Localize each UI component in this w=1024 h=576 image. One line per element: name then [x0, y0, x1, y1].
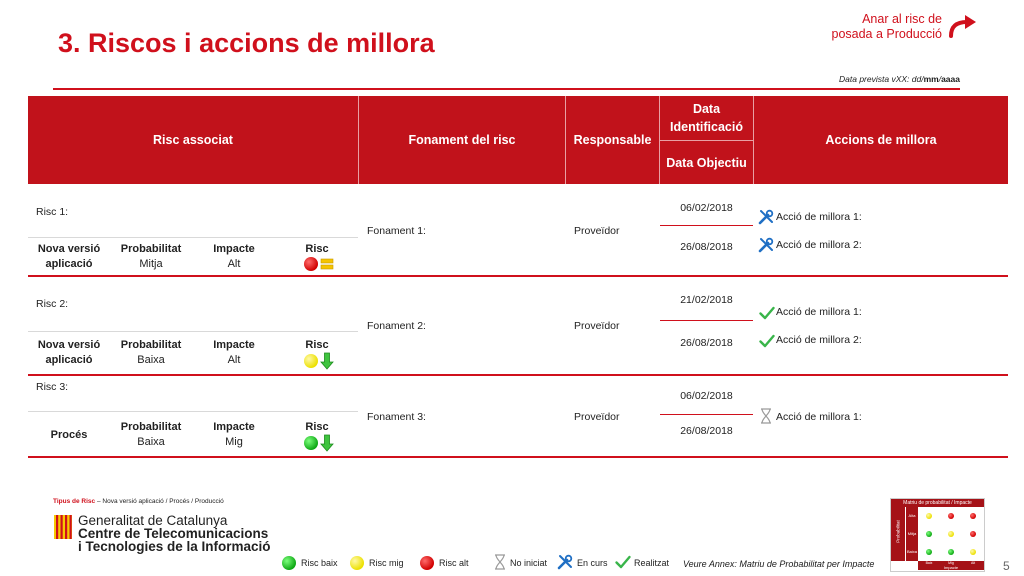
matrix-row-label: Mitja: [906, 525, 918, 543]
header-separator: [753, 96, 754, 184]
matrix-xlabel: Impacte: [918, 565, 984, 570]
legend-risc-baix: Risc baix: [301, 558, 338, 568]
col-header-fonament: Fonament del risc: [359, 96, 565, 184]
risc-alt-indicator: [304, 257, 318, 271]
responsable-text: Proveïdor: [574, 225, 620, 237]
risc-baix-indicator: [304, 436, 318, 450]
date-divider: [660, 225, 753, 226]
impacte-cell: Impacte Mig: [213, 421, 255, 448]
header-separator: [565, 96, 566, 184]
row-inner-divider: [28, 331, 358, 332]
col-header-accions: Accions de millora: [754, 96, 1008, 184]
impacte-cell: Impacte Alt: [213, 243, 255, 270]
risc-type: Nova versió aplicació: [37, 339, 101, 366]
data-objectiu: 26/08/2018: [680, 337, 733, 349]
matrix-row-label: Alta: [906, 507, 918, 525]
en-curs-tools-icon: [758, 237, 774, 253]
trend-equal-icon: [320, 257, 334, 271]
header-separator: [659, 96, 660, 184]
risc-label: Risc 2:: [36, 298, 69, 310]
accio-millora: Acció de millora 1:: [776, 411, 862, 423]
fonament-text: Fonament 3:: [367, 411, 426, 423]
fonament-text: Fonament 2:: [367, 320, 426, 332]
legend-realitzat: Realitzat: [634, 558, 670, 568]
row-inner-divider: [28, 411, 358, 412]
planned-date-note: Data prevista vXX: dd/mm/aaaa: [839, 74, 960, 84]
responsable-text: Proveïdor: [574, 411, 620, 423]
data-identificacio: 06/02/2018: [680, 202, 733, 214]
matrix-dot: [926, 531, 932, 537]
realitzat-check-icon: [759, 306, 775, 320]
legend-risc-alt-icon: [420, 556, 434, 570]
accio-millora: Acció de millora 2:: [776, 239, 862, 251]
trend-down-arrow-icon: [320, 352, 334, 370]
row-separator: [28, 456, 1008, 458]
matrix-dot: [948, 549, 954, 555]
title-divider: [53, 88, 960, 90]
matrix-dot: [948, 531, 954, 537]
accio-millora: Acció de millora 1:: [776, 211, 862, 223]
data-objectiu: 26/08/2018: [680, 241, 733, 253]
risc-level-label: Risc: [305, 243, 329, 255]
row-separator: [28, 374, 1008, 376]
legend-risc-alt: Risc alt: [439, 558, 469, 568]
col-header-risc: Risc associat: [28, 96, 358, 184]
risc-mig-indicator: [304, 354, 318, 368]
legend-tools-icon: [557, 554, 573, 570]
risc-label: Risc 3:: [36, 381, 69, 393]
matrix-row-label: Baixa: [906, 543, 918, 561]
matrix-dot: [970, 531, 976, 537]
row-separator: [28, 275, 1008, 277]
matrix-y-axis: [891, 507, 905, 561]
accio-millora: Acció de millora 1:: [776, 306, 862, 318]
realitzat-check-icon: [759, 334, 775, 348]
probabilitat-cell: Probabilitat Baixa: [120, 421, 182, 448]
col-header-data-identificacio: Data Identificació: [660, 96, 753, 140]
data-identificacio: 21/02/2018: [680, 294, 733, 306]
legend-check-icon: [614, 555, 632, 569]
goto-production-risk-link[interactable]: Anar al risc de posada a Producció: [831, 12, 942, 41]
trend-down-arrow-icon: [320, 434, 334, 452]
date-divider: [660, 414, 753, 415]
matrix-dot: [926, 549, 932, 555]
date-divider: [660, 320, 753, 321]
matrix-dot: [948, 513, 954, 519]
probabilitat-cell: Probabilitat Baixa: [120, 339, 182, 366]
risc-type: Procés: [50, 429, 88, 441]
risk-types-note: Tipus de Risc – Nova versió aplicació / Procés / Producció: [53, 498, 224, 505]
legend-risc-baix-icon: [282, 556, 296, 570]
curved-arrow-icon[interactable]: [947, 14, 979, 40]
risc-type: Nova versió aplicació: [37, 243, 101, 270]
responsable-text: Proveïdor: [574, 320, 620, 332]
en-curs-tools-icon: [758, 209, 774, 225]
risc-level-label: Risc: [305, 421, 329, 433]
matrix-ylabel: Probabilitat: [895, 520, 901, 543]
legend-risc-mig: Risc mig: [369, 558, 404, 568]
page-number: 5: [1003, 559, 1010, 573]
probability-impact-matrix: [890, 498, 985, 572]
col-header-responsable: Responsable: [566, 96, 659, 184]
impacte-cell: Impacte Alt: [213, 339, 255, 366]
no-iniciat-hourglass-icon: [760, 408, 772, 424]
legend-hourglass-icon: [494, 554, 506, 570]
row-inner-divider: [28, 237, 358, 238]
page-title: 3. Riscos i accions de millora: [58, 28, 435, 58]
gencat-logo-icon: [53, 514, 73, 540]
matrix-col-labels: Baix Mig Alt: [918, 561, 984, 565]
risc-level-label: Risc: [305, 339, 329, 351]
data-objectiu: 26/08/2018: [680, 425, 733, 437]
probabilitat-cell: Probabilitat Mitja: [120, 243, 182, 270]
risc-label: Risc 1:: [36, 206, 69, 218]
legend-en-curs: En curs: [577, 558, 608, 568]
matrix-dot: [970, 513, 976, 519]
matrix-title: Matriu de probabilitat / Impacte: [891, 499, 984, 507]
matrix-dot: [970, 549, 976, 555]
annex-link[interactable]: Veure Annex: Matriu de Probabilitat per Impacte: [683, 559, 875, 569]
accio-millora: Acció de millora 2:: [776, 334, 862, 346]
legend-risc-mig-icon: [350, 556, 364, 570]
matrix-dot: [926, 513, 932, 519]
organization-name: Generalitat de Catalunya Centre de Telecomunicacions i Tecnologies de la Informació: [78, 513, 271, 554]
header-separator: [358, 96, 359, 184]
fonament-text: Fonament 1:: [367, 225, 426, 237]
col-header-data-objectiu: Data Objectiu: [660, 141, 753, 184]
data-identificacio: 06/02/2018: [680, 390, 733, 402]
legend-no-iniciat: No iniciat: [510, 558, 548, 568]
